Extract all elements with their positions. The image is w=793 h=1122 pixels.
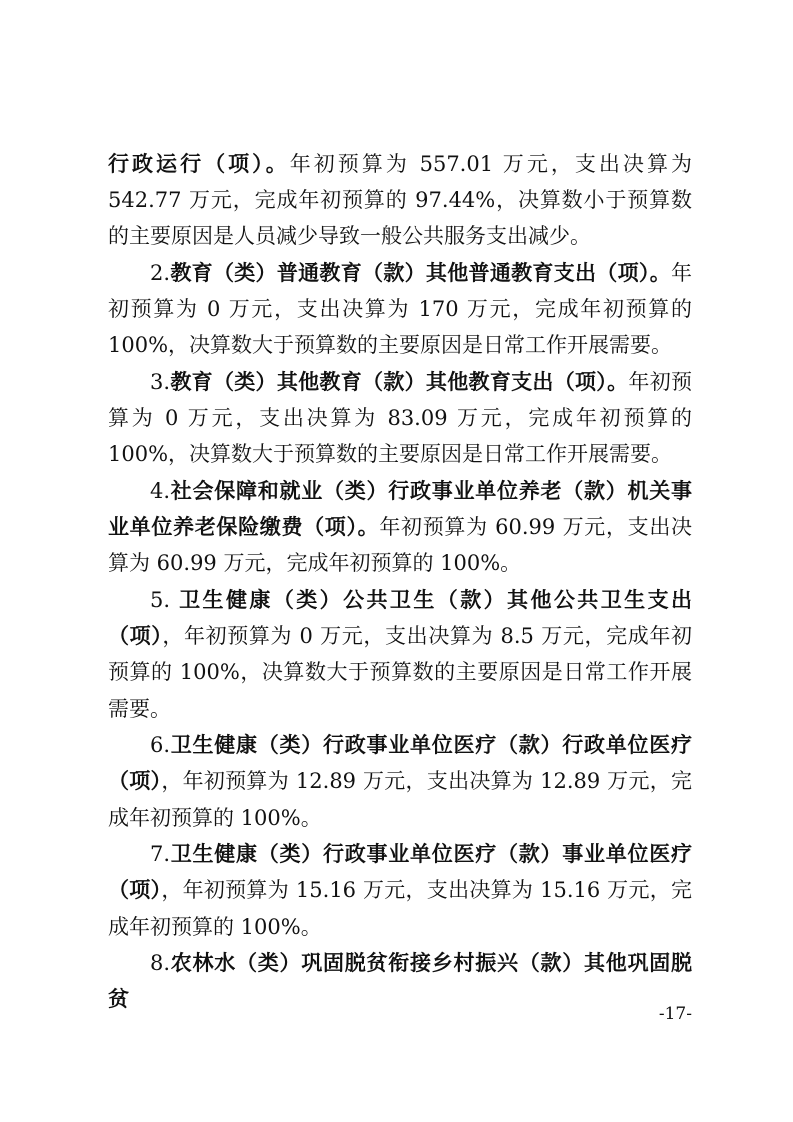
paragraph-number: 7. (150, 842, 171, 867)
paragraph-text: 年初预算为 557.01 万元，支出决算为 542.77 万元，完成年初预算的 97.44%，决算数小于预算数的主要原因是人员减少导致一般公共服务支出减少。 (108, 152, 692, 249)
paragraph-item-4 (108, 473, 692, 582)
paragraph-heading: 社会保障和就业（类）行政事业单位养老（款）机关事业单位养老保险缴费（项）。 (108, 479, 692, 540)
paragraph-text: ，年初预算为 0 万元，支出决算为 8.5 万元，完成年初预算的 100%，决算数大于预算数的主要原因是日常工作开展需要。 (108, 624, 693, 721)
paragraph-item-2 (108, 255, 692, 364)
page-number: -17- (658, 1004, 692, 1024)
paragraph-item-6 (108, 727, 692, 836)
paragraph-text: ，年初预算为 12.89 万元，支出决算为 12.89 万元，完成年初预算的 100%。 (108, 769, 693, 830)
paragraph-administrative-operation (108, 146, 692, 255)
paragraph-text: ，年初预算为 15.16 万元，支出决算为 15.16 万元，完成年初预算的 100%。 (108, 878, 693, 939)
paragraph-number: 2. (150, 261, 171, 285)
paragraph-heading: 农林水（类）巩固脱贫衔接乡村振兴（款）其他巩固脱贫 (108, 951, 692, 1012)
paragraph-text: 年初预算为 60.99 万元，支出决算为 60.99 万元，完成年初预算的 100%。 (108, 515, 693, 576)
paragraph-item-7 (108, 836, 692, 945)
paragraph-item-3 (108, 364, 692, 473)
paragraph-number: 4. (150, 479, 171, 503)
paragraph-heading: 卫生健康（类）行政事业单位医疗（款）行政单位医疗（项） (108, 733, 692, 794)
paragraph-item-8 (108, 945, 692, 1017)
paragraph-number: 8. (150, 951, 171, 976)
paragraph-item-5 (108, 582, 692, 727)
paragraph-heading: 卫生健康（类）公共卫生（款）其他公共卫生支出（项） (108, 588, 692, 649)
paragraph-number: 5. (150, 588, 180, 612)
paragraph-text: 年初预算为 0 万元，支出决算为 170 万元，完成年初预算的 100%，决算数大于预算数的主要原因是日常工作开展需要。 (108, 261, 692, 358)
paragraph-text: 年初预算为 0 万元，支出决算为 83.09 万元，完成年初预算的 100%，决算数大于预算数的主要原因是日常工作开展需要。 (108, 370, 693, 467)
paragraph-heading: 卫生健康（类）行政事业单位医疗（款）事业单位医疗（项） (108, 842, 692, 903)
paragraph-heading: 行政运行（项）。 (108, 152, 290, 176)
paragraph-heading: 教育（类）其他教育（款）其他教育支出（项）。 (170, 370, 629, 394)
paragraph-number: 3. (150, 370, 171, 394)
document-body (108, 146, 692, 1018)
paragraph-number: 6. (150, 733, 171, 758)
paragraph-heading: 教育（类）普通教育（款）其他普通教育支出（项）。 (170, 261, 671, 285)
